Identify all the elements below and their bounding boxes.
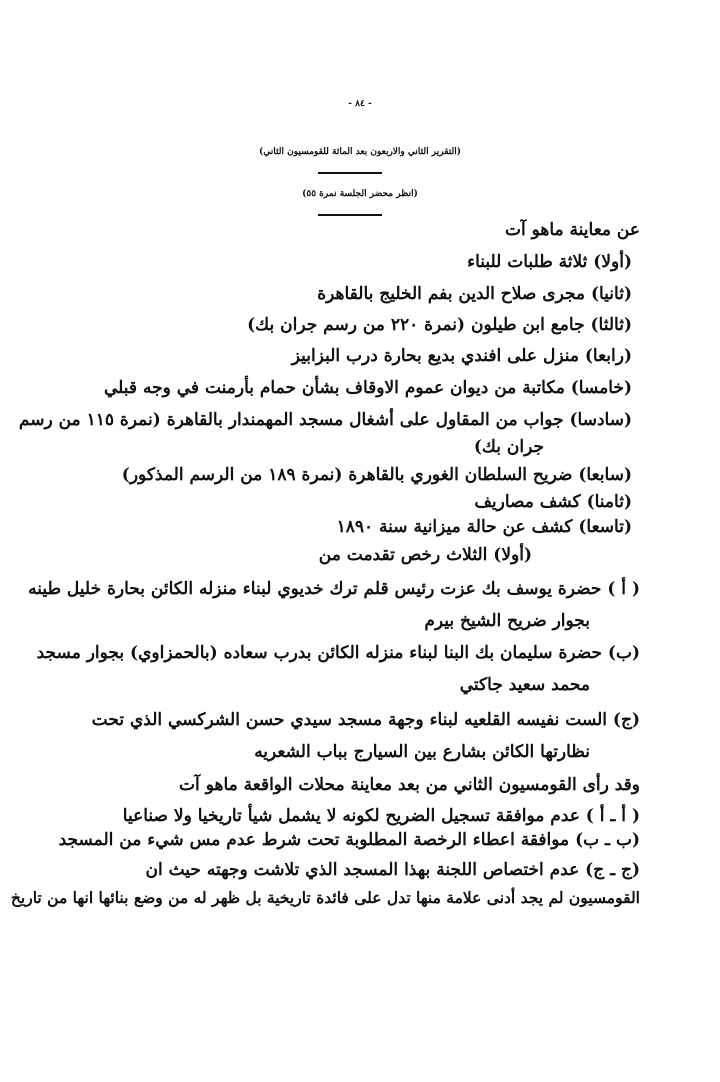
section-heading: (أولا) الثلاث رخص تقدمت من [318,545,532,565]
decision-item: ( أ ـ أ ) عدم موافقة تسجيل الضريح لكونه لا يشمل شيأ تاريخيا ولا صناعيا [122,806,640,826]
agenda-item: (خامسا) مكاتبة من ديوان عموم الاوقاف بشأن حمام بأرمنت في وجه قبلي [104,378,632,398]
permit-item-continuation: بجوار ضريح الشيخ بيرم [424,611,590,631]
minutes-divider [318,214,382,216]
title-divider [318,172,382,174]
agenda-item: (رابعا) منزل على افندي بديع بحارة درب البزابيز [291,346,632,366]
decision-item-continuation: القومسيون لم يجد أدنى علامة منها تدل على فائدة تاريخية بل ظهر له من وضع بنائها انها من تاريخ [10,888,640,907]
permit-item: (ج) الست نفيسه القلعيه لبناء وجهة مسجد سيدي حسن الشركسي الذي تحت [91,710,640,730]
agenda-item-continuation: جران بك) [473,437,544,457]
agenda-item: (تاسعا) كشف عن حالة ميزانية سنة ١٨٩٠ [336,517,632,537]
intro-line: عن معاينة ماهو آت [504,220,640,240]
permit-item: ( أ ) حضرة يوسف بك عزت رئيس قلم ترك خديوي لبناء منزله الكائن بحارة خليل طينه [28,579,640,599]
agenda-item: (سابعا) ضريح السلطان الغوري بالقاهرة (نمرة ١٨٩ من الرسم المذكور) [121,465,632,485]
permit-item-continuation: نظارتها الكائن بشارع بين السيارج بباب الشعريه [254,742,590,762]
agenda-item: (ثانيا) مجرى صلاح الدين بفم الخليج بالقاهرة [317,284,632,304]
permit-item: (ب) حضرة سليمان بك البنا لبناء منزله الكائن بدرب سعاده (بالحمزاوي) بجوار مسجد [36,643,640,663]
agenda-item: (ثامنا) كشف مصاريف [474,492,632,512]
decision-item: (ب ـ ب) موافقة اعطاء الرخصة المطلوبة تحت شرط عدم مس شيء من المسجد [58,830,640,850]
agenda-item: (سادسا) جواب من المقاول على أشغال مسجد المهمندار بالقاهرة (نمرة ١١٥ من رسم [18,410,632,430]
minutes-reference: (انظر محضر الجلسة نمرة ٥٥) [302,189,418,199]
commission-view: وقد رأى القومسيون الثاني من بعد معاينة محلات الواقعة ماهو آت [179,775,640,795]
decision-item: (ج ـ ج) عدم اختصاص اللجنة بهذا المسجد الذي تلاشت وجهته حيث ان [145,860,640,880]
permit-item-continuation: محمد سعيد جاكتي [459,675,590,695]
agenda-item: (أولا) ثلاثة طلبات للبناء [467,252,632,272]
page-number: - ٨٤ - [348,99,372,109]
report-title: (التقرير الثاني والاربعون بعد المائة للقومسيون الثاني) [259,147,461,157]
agenda-item: (ثالثا) جامع ابن طيلون (نمرة ٢٢٠ من رسم جران بك) [247,315,632,335]
